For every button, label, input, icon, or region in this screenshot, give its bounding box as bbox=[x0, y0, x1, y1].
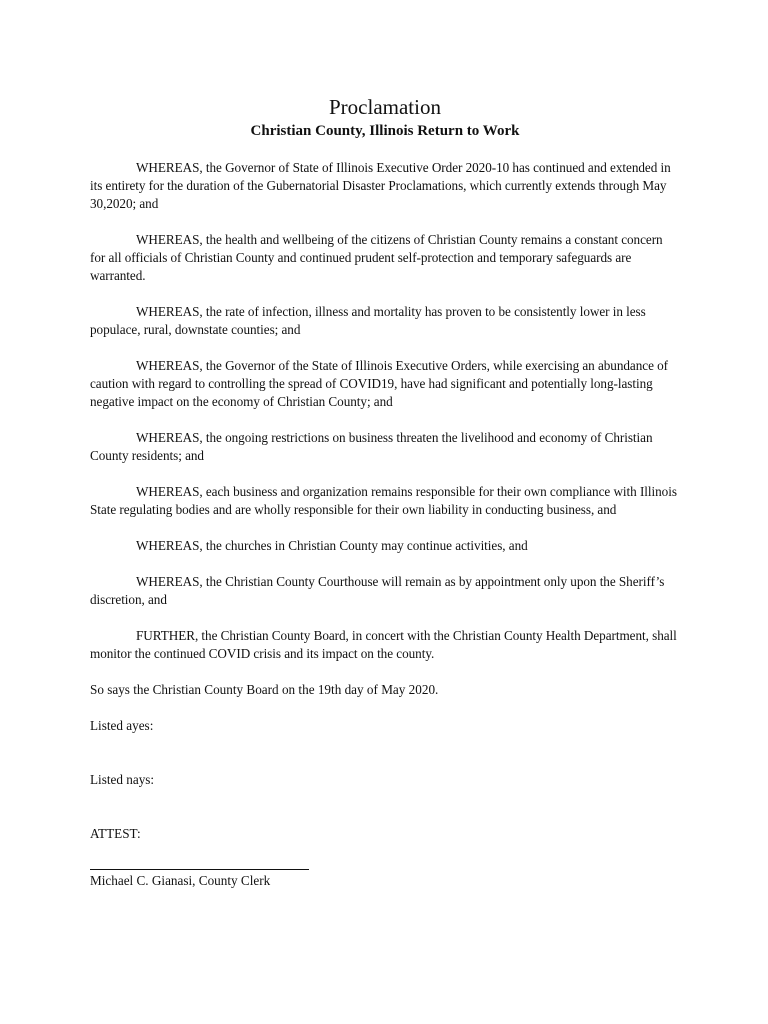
proclamation-page bbox=[90, 93, 680, 890]
whereas-paragraph-8: WHEREAS, the Christian County Courthouse will remain as by appointment only upon the Sheriff’s discretion, and bbox=[90, 574, 665, 607]
whereas-paragraph-6: WHEREAS, each business and organization remains responsible for their own compliance with Illinois State regulating bodies and are wholly responsible for their own liability in conducting business, and bbox=[90, 484, 677, 517]
further-paragraph: FURTHER, the Christian County Board, in concert with the Christian County Health Department, shall monitor the continued COVID crisis and its impact on the county. bbox=[90, 628, 677, 661]
signature-line bbox=[90, 869, 309, 870]
whereas-paragraph-4: WHEREAS, the Governor of the State of Illinois Executive Orders, while exercising an abundance of caution with regard to controlling the spread of COVID19, have had significant and potentially long-lasting negative impact on the economy of Christian County; and bbox=[90, 358, 669, 409]
document-title: Proclamation bbox=[329, 95, 441, 119]
whereas-paragraph-2: WHEREAS, the health and wellbeing of the citizens of Christian County remains a constant concern for all officials of Christian County and continued prudent self-protection and temporary safeguards are warranted. bbox=[90, 232, 663, 283]
nays-label: Listed nays: bbox=[90, 772, 155, 787]
document-subtitle: Christian County, Illinois Return to Work bbox=[250, 123, 520, 139]
whereas-paragraph-5: WHEREAS, the ongoing restrictions on business threaten the livelihood and economy of Christian County residents; and bbox=[90, 430, 653, 463]
whereas-paragraph-1: WHEREAS, the Governor of State of Illinois Executive Order 2020-10 has continued and extended in its entirety for the duration of the Gubernatorial Disaster Proclamations, which currently extends through May 30,2020; and bbox=[90, 160, 671, 211]
signatory-name: Michael C. Gianasi, County Clerk bbox=[90, 873, 271, 888]
whereas-paragraph-7: WHEREAS, the churches in Christian County may continue activities, and bbox=[136, 538, 528, 553]
attest-label: ATTEST: bbox=[90, 826, 141, 841]
closing-statement: So says the Christian County Board on the 19th day of May 2020. bbox=[90, 682, 439, 697]
ayes-label: Listed ayes: bbox=[90, 718, 154, 733]
whereas-paragraph-3: WHEREAS, the rate of infection, illness and mortality has proven to be consistently lower in less populace, rural, downstate counties; and bbox=[90, 304, 646, 337]
